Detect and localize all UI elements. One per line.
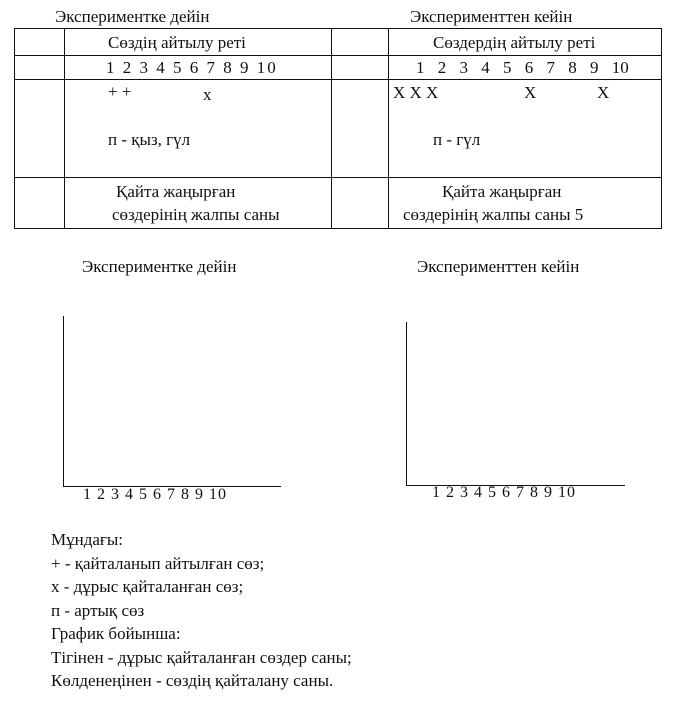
chart-before-title: Экспериментке дейін bbox=[82, 257, 237, 276]
left-total-line1: Қайта жаңырған bbox=[116, 182, 236, 201]
chart-after-title: Эксперименттен кейін bbox=[417, 257, 580, 276]
legend-x: х - дұрыс қайталанған сөз; bbox=[51, 577, 244, 596]
table-rule-row3 bbox=[14, 177, 662, 178]
right-marks-xxx: Х Х Х bbox=[393, 83, 439, 102]
legend-vertical: Тігінен - дұрыс қайталанған сөздер саны; bbox=[51, 647, 352, 667]
table-rule-left bbox=[14, 28, 15, 228]
left-order-title: Сөздің айтылу реті bbox=[108, 33, 246, 52]
legend-horizontal: Көлденеңінен - сөздің қайталану саны. bbox=[51, 671, 334, 690]
right-total-line1: Қайта жаңырған bbox=[442, 182, 562, 201]
table-rule-right bbox=[661, 28, 662, 228]
chart-after-y-axis bbox=[406, 322, 407, 486]
left-marks-x: х bbox=[203, 85, 212, 104]
right-order-title: Сөздердің айтылу реті bbox=[433, 33, 596, 52]
legend-heading: Мұндағы: bbox=[51, 530, 124, 549]
right-total-line2: сөздерінің жалпы саны 5 bbox=[403, 205, 584, 224]
table-rule-row1 bbox=[14, 55, 662, 56]
table-rule-bottom bbox=[14, 228, 662, 229]
left-marks-plus: + + bbox=[108, 82, 132, 101]
table-header-after: Эксперименттен кейін bbox=[410, 7, 573, 26]
legend-graph-heading: График бойынша: bbox=[51, 624, 181, 643]
right-marks-x2: Х bbox=[597, 83, 610, 102]
chart-after-x-labels: 1 2 3 4 5 6 7 8 9 10 bbox=[432, 484, 576, 501]
table-rule-left-inner bbox=[64, 28, 65, 228]
right-marks-x1: Х bbox=[524, 83, 537, 102]
left-extra-words: п - қыз, гүл bbox=[108, 130, 191, 149]
right-order-sequence: 1 2 3 4 5 6 7 8 9 10 bbox=[416, 58, 629, 77]
table-rule-middle bbox=[331, 28, 332, 228]
legend bbox=[51, 528, 352, 693]
table-header-before: Экспериментке дейін bbox=[55, 7, 210, 26]
chart-before-x-labels: 1 2 3 4 5 6 7 8 9 10 bbox=[83, 486, 227, 503]
table-rule-right-inner bbox=[388, 28, 389, 228]
left-total-line2: сөздерінің жалпы саны bbox=[112, 205, 280, 224]
table-rule-top bbox=[14, 28, 662, 29]
right-extra-words: п - гүл bbox=[433, 130, 481, 149]
legend-p: п - артық сөз bbox=[51, 600, 145, 620]
chart-before-y-axis bbox=[63, 316, 64, 487]
legend-plus: + - қайталанып айтылған сөз; bbox=[51, 553, 265, 573]
table-rule-row2 bbox=[14, 79, 662, 80]
left-order-sequence: 1 2 3 4 5 6 7 8 9 10 bbox=[106, 58, 278, 77]
